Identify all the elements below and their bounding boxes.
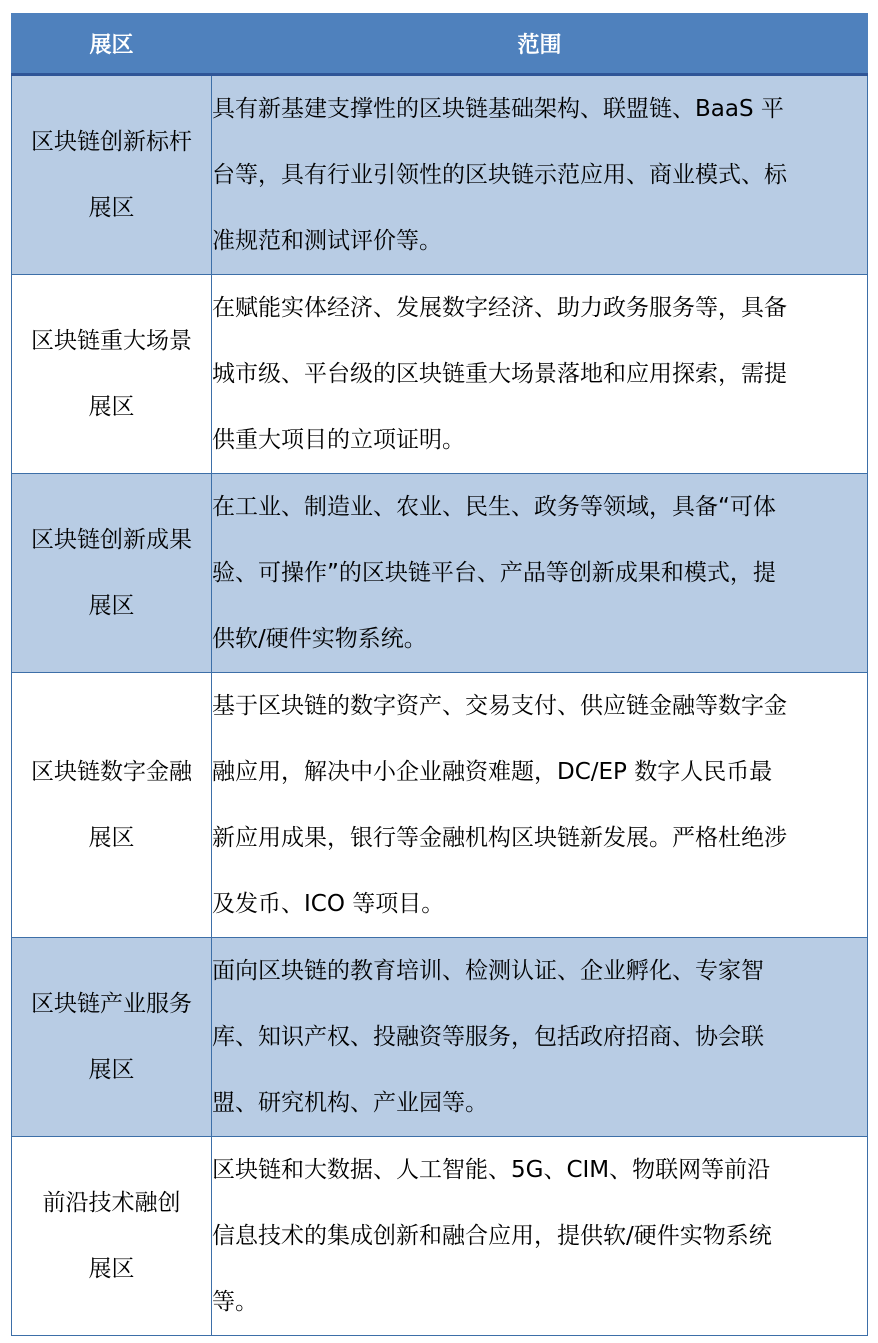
zone-scope-cell: [212, 938, 868, 1137]
zone-scope-cell: [212, 75, 868, 275]
zone-name-line: 展区: [88, 825, 135, 851]
zone-name-line: 区块链重大场景: [31, 328, 192, 354]
zone-name-line: 区块链创新标杆: [31, 129, 192, 155]
zone-scope-cell: [212, 1137, 868, 1336]
zone-name-line: 展区: [88, 1057, 135, 1083]
zone-scope-cell: [212, 673, 868, 938]
table-row: [12, 275, 868, 474]
scope-line: 准规范和测试评价等。: [212, 228, 442, 254]
zone-name-line: 区块链数字金融: [31, 759, 192, 785]
scope-line: 库、知识产权、投融资等服务，包括政府招商、协会联: [212, 1024, 764, 1050]
header-zone: 展区: [12, 13, 212, 75]
table-row: [12, 75, 868, 275]
scope-line: 供软/硬件实物系统。: [212, 626, 427, 652]
scope-line: 具有新基建支撑性的区块链基础架构、联盟链、BaaS 平: [212, 96, 784, 122]
table-header-row: [12, 13, 868, 75]
zone-name-cell: [12, 75, 212, 275]
scope-line: 信息技术的集成创新和融合应用，提供软/硬件实物系统: [212, 1223, 772, 1249]
header-scope: 范围: [212, 13, 868, 75]
scope-line: 城市级、平台级的区块链重大场景落地和应用探索，需提: [212, 361, 787, 387]
zone-name-cell: [12, 1137, 212, 1336]
table-row: [12, 938, 868, 1137]
scope-line: 等。: [212, 1289, 258, 1315]
table-row: [12, 474, 868, 673]
zone-name-line: 展区: [88, 195, 135, 221]
scope-line: 盟、研究机构、产业园等。: [212, 1090, 488, 1116]
scope-line: 区块链和大数据、人工智能、5G、CIM、物联网等前沿: [212, 1157, 771, 1183]
exhibition-zone-table: [11, 13, 868, 1336]
zone-name-cell: [12, 275, 212, 474]
zone-scope-cell: [212, 275, 868, 474]
scope-line: 融应用，解决中小企业融资难题，DC/EP 数字人民币最: [212, 759, 773, 785]
scope-line: 供重大项目的立项证明。: [212, 427, 465, 453]
scope-line: 在工业、制造业、农业、民生、政务等领域，具备“可体: [212, 494, 776, 520]
scope-line: 基于区块链的数字资产、交易支付、供应链金融等数字金: [212, 693, 787, 719]
zone-name-line: 区块链创新成果: [31, 527, 192, 553]
zone-name-cell: [12, 938, 212, 1137]
zone-name-line: 前沿技术融创: [42, 1190, 181, 1216]
table-row: [12, 1137, 868, 1336]
scope-line: 面向区块链的教育培训、检测认证、企业孵化、专家智: [212, 958, 764, 984]
zone-name-line: 展区: [88, 593, 135, 619]
zone-name-line: 区块链产业服务: [31, 991, 192, 1017]
scope-line: 在赋能实体经济、发展数字经济、助力政务服务等，具备: [212, 295, 787, 321]
scope-line: 验、可操作”的区块链平台、产品等创新成果和模式，提: [212, 560, 776, 586]
zone-name-line: 展区: [88, 394, 135, 420]
scope-line: 台等，具有行业引领性的区块链示范应用、商业模式、标: [212, 162, 787, 188]
zone-name-cell: [12, 673, 212, 938]
zone-name-line: 展区: [88, 1256, 135, 1282]
table-row: [12, 673, 868, 938]
zone-scope-cell: [212, 474, 868, 673]
zone-name-cell: [12, 474, 212, 673]
scope-line: 新应用成果，银行等金融机构区块链新发展。严格杜绝涉: [212, 825, 787, 851]
scope-line: 及发币、ICO 等项目。: [212, 891, 445, 917]
